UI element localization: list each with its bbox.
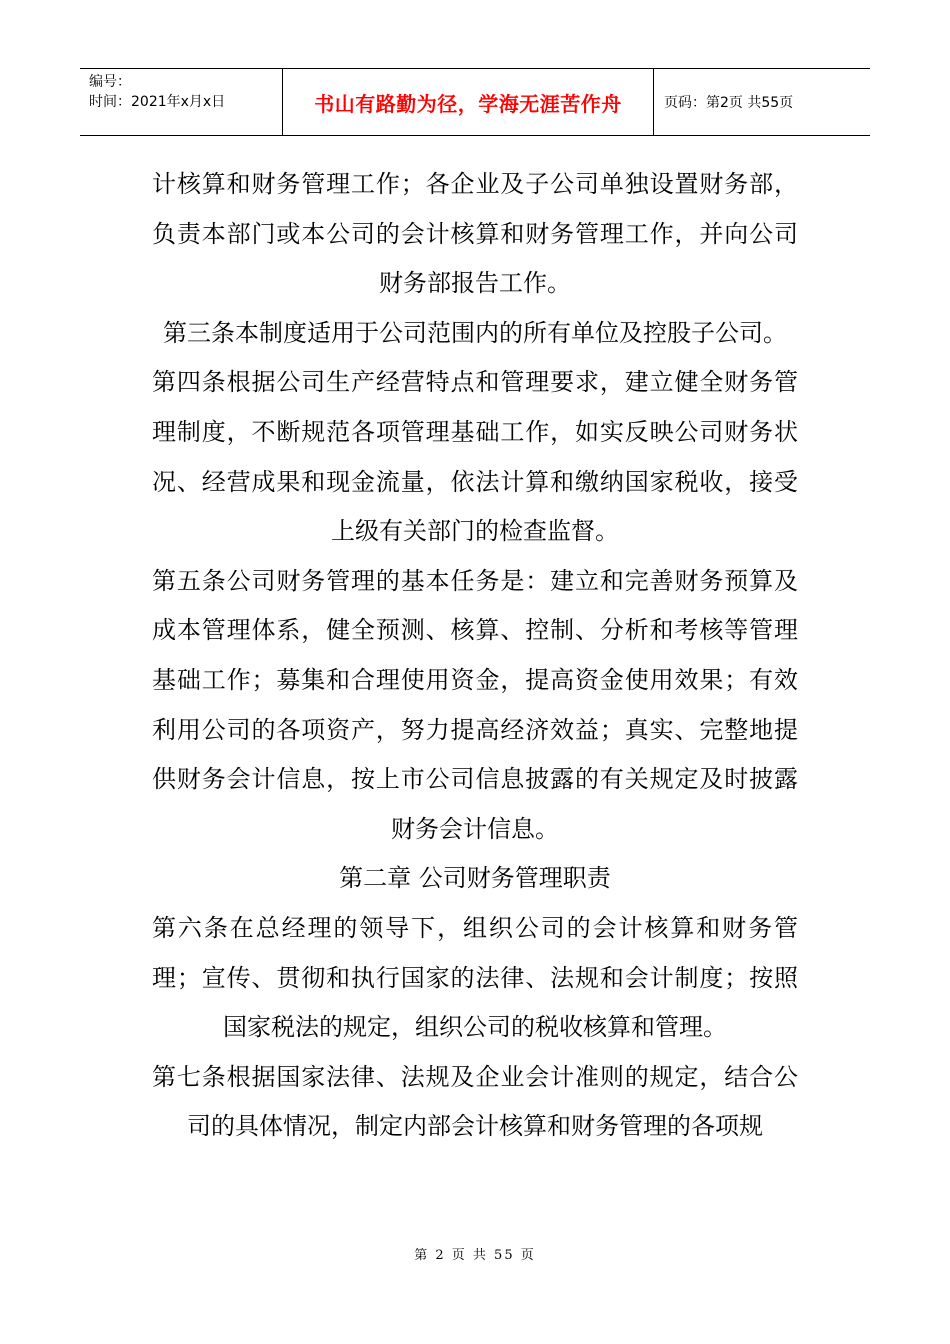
header-motto-cell — [283, 69, 654, 135]
header-page-info: 页码：第2页 共55页 — [664, 95, 794, 111]
document-time-label: 时间：2021年x月x日 — [89, 94, 226, 110]
document-body — [152, 160, 798, 1152]
document-number-label: 编号： — [89, 74, 131, 90]
paragraph: 第五条公司财务管理的基本任务是：建立和完善财务预算及成本管理体系，健全预测、核算、控制、分析和考核等管理基础工作；募集和合理使用资金，提高资金使用效果；有效利用公司的各项资产，努力提高经济效益；真实、完整地提供财务会计信息，按上市公司信息披露的有关规定及时披露财务会计信息。 — [152, 566, 798, 843]
header-motto: 书山有路勤为径，学海无涯苦作舟 — [314, 91, 622, 116]
paragraph: 第三条本制度适用于公司范围内的所有单位及控股子公司。 — [163, 318, 787, 347]
page-footer: 第 2 页 共 55 页 — [414, 1248, 536, 1263]
chapter-heading: 第二章 公司财务管理职责 — [339, 864, 611, 893]
paragraph: 第四条根据公司生产经营特点和管理要求，建立健全财务管理制度，不断规范各项管理基础工作，如实反映公司财务状况、经营成果和现金流量，依法计算和缴纳国家税收，接受上级有关部门的检查监督。 — [152, 368, 798, 546]
header-left-cell — [80, 69, 283, 135]
paragraph: 第六条在总经理的领导下，组织公司的会计核算和财务管理；宣传、贯彻和执行国家的法律、法规和会计制度；按照国家税法的规定，组织公司的税收核算和管理。 — [152, 913, 798, 1042]
paragraph: 第七条根据国家法律、法规及企业会计准则的规定，结合公司的具体情况，制定内部会计核算和财务管理的各项规 — [152, 1062, 798, 1141]
page-header — [80, 68, 870, 136]
paragraph: 计核算和财务管理工作；各企业及子公司单独设置财务部，负责本部门或本公司的会计核算和财务管理工作，并向公司财务部报告工作。 — [152, 170, 798, 298]
